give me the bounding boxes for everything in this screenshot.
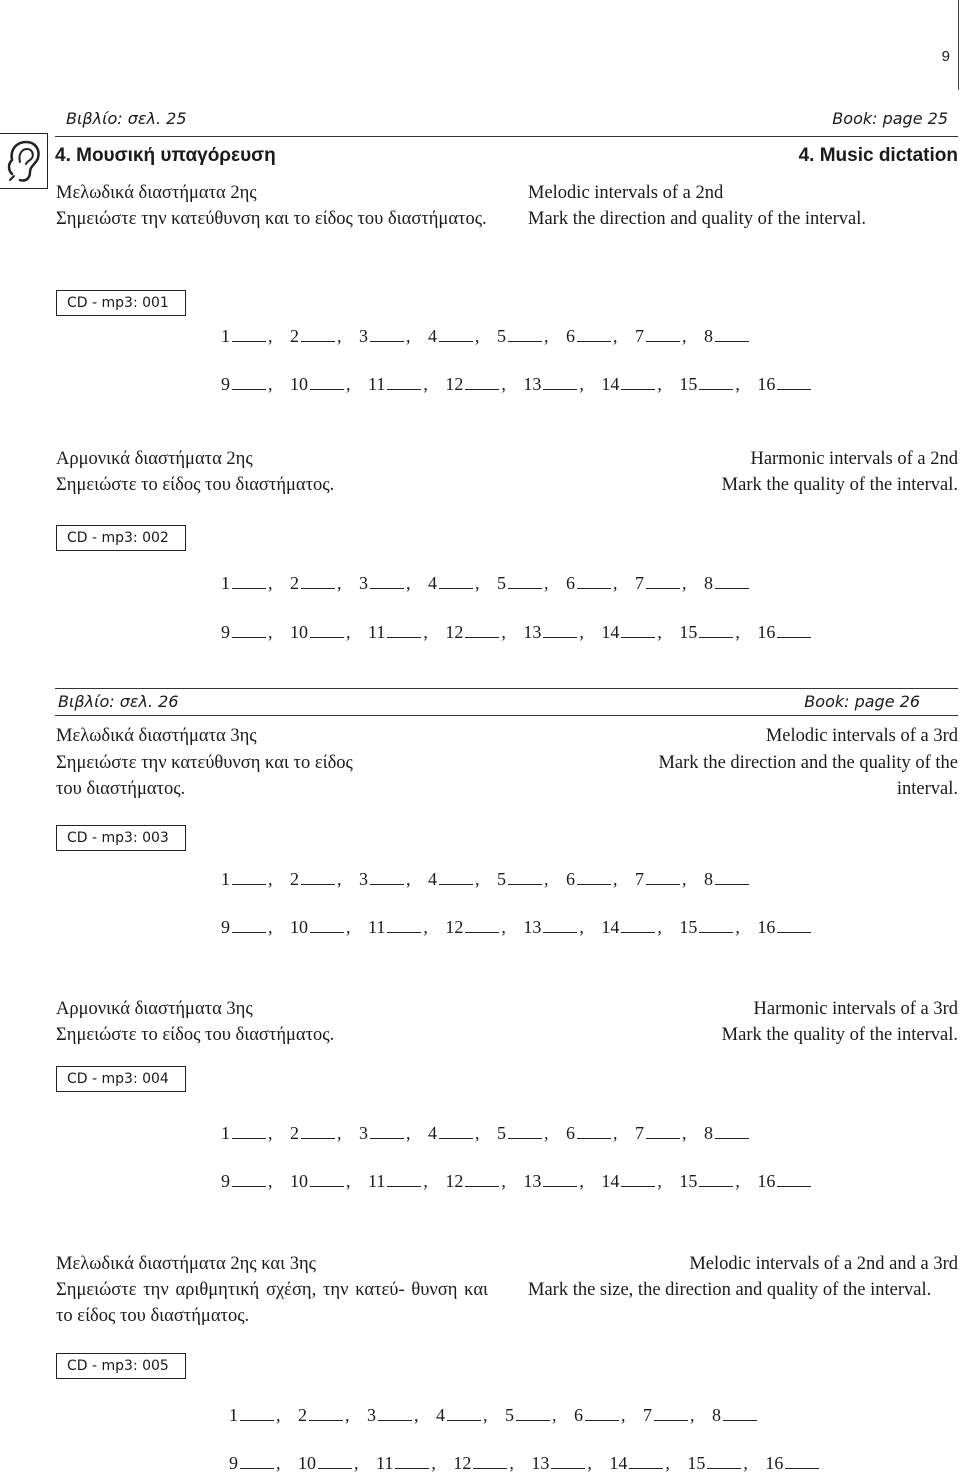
answer-number: 15 [679,622,698,642]
comma-separator: , [475,869,480,889]
answer-number: 13 [523,917,542,937]
answer-number: 10 [298,1453,316,1473]
comma-separator: , [337,573,342,593]
answer-number: 4 [428,326,437,346]
answer-number: 13 [523,622,542,642]
answer-blank[interactable] [395,1467,429,1469]
s5-text-gr: Σημειώστε την αριθμητική σχέση, την κατεύ- θυνση και το είδος του διαστήματος. [56,1280,488,1326]
answer-number: 14 [601,622,620,642]
answer-number: 16 [757,1171,776,1191]
s4-answers-row2 [221,1171,811,1192]
s2-title-en: Harmonic intervals of a 2nd [750,449,958,469]
answer-blank[interactable] [777,1185,811,1187]
answer-number: 12 [445,622,464,642]
comma-separator: , [423,622,428,642]
answer-blank[interactable] [699,1185,733,1187]
s2-answers-row2 [221,622,811,643]
answer-number: 2 [290,869,299,889]
answer-number: 7 [635,326,644,346]
answer-number: 8 [712,1405,721,1425]
answer-number: 1 [221,1123,230,1143]
comma-separator: , [268,622,273,642]
s3-text-gr-2: του διαστήματος. [56,779,186,799]
s1-text-en: Mark the direction and quality of the interval. [528,209,867,229]
answer-number: 7 [643,1405,652,1425]
comma-separator: , [735,622,740,642]
answer-blank[interactable] [447,1419,481,1421]
answer-blank[interactable] [715,1137,749,1139]
comma-separator: , [579,1171,584,1191]
answer-blank[interactable] [577,587,611,589]
comma-separator: , [423,1171,428,1191]
answer-number: 6 [574,1405,583,1425]
answer-number: 5 [497,869,506,889]
answer-blank[interactable] [715,587,749,589]
answer-blank[interactable] [301,587,335,589]
answer-number: 11 [368,917,386,937]
answer-blank[interactable] [309,1419,343,1421]
comma-separator: , [406,869,411,889]
answer-blank[interactable] [777,388,811,390]
answer-number: 15 [687,1453,706,1473]
answer-number: 1 [221,326,230,346]
comma-separator: , [475,1123,480,1143]
comma-separator: , [345,1405,350,1425]
comma-separator: , [406,326,411,346]
comma-separator: , [665,1453,670,1473]
comma-separator: , [423,917,428,937]
answer-blank[interactable] [577,1137,611,1139]
answer-number: 9 [221,622,230,642]
comma-separator: , [337,326,342,346]
answer-number: 3 [359,326,368,346]
page-edge-line [958,0,959,90]
answer-number: 11 [376,1453,394,1473]
s2-cd-label: CD - mp3: 002 [56,525,186,551]
answer-number: 4 [428,573,437,593]
answer-blank[interactable] [621,1185,655,1187]
comma-separator: , [657,374,662,394]
comma-separator: , [475,573,480,593]
answer-blank[interactable] [707,1467,741,1469]
comma-separator: , [501,1171,506,1191]
answer-blank[interactable] [654,1419,688,1421]
answer-blank[interactable] [646,1137,680,1139]
s4-cd-label: CD - mp3: 004 [56,1066,186,1092]
s3-answers-row1 [221,869,749,890]
answer-blank[interactable] [723,1419,757,1421]
answer-number: 5 [505,1405,514,1425]
dictation-title-gr: 4. Μουσική υπαγόρευση [55,145,276,166]
comma-separator: , [579,622,584,642]
comma-separator: , [544,1123,549,1143]
answer-blank[interactable] [387,388,421,390]
answer-blank[interactable] [629,1467,663,1469]
comma-separator: , [657,622,662,642]
answer-number: 3 [359,1123,368,1143]
answer-number: 5 [497,326,506,346]
answer-number: 12 [453,1453,472,1473]
answer-blank[interactable] [465,636,499,638]
comma-separator: , [682,1123,687,1143]
comma-separator: , [337,1123,342,1143]
s5-answers-row2 [229,1453,819,1474]
book-ref-en-1: Book: page 25 [832,109,948,128]
answer-number: 9 [229,1453,238,1473]
answer-number: 1 [229,1405,238,1425]
answer-number: 10 [290,1171,308,1191]
comma-separator: , [613,869,618,889]
answer-blank[interactable] [232,1137,266,1139]
answer-number: 2 [290,1123,299,1143]
comma-separator: , [690,1405,695,1425]
answer-blank[interactable] [621,636,655,638]
answer-blank[interactable] [232,388,266,390]
comma-separator: , [613,573,618,593]
s4-text-gr: Σημειώστε το είδος του διαστήματος. [56,1025,335,1045]
s3-answers-row2 [221,917,811,938]
comma-separator: , [544,326,549,346]
answer-blank[interactable] [785,1467,819,1469]
answer-number: 13 [523,374,542,394]
s2-text-gr: Σημειώστε το είδος του διαστήματος. [56,475,335,495]
answer-number: 10 [290,374,308,394]
comma-separator: , [579,374,584,394]
comma-separator: , [735,374,740,394]
s1-answers-row2 [221,374,811,395]
comma-separator: , [268,869,273,889]
comma-separator: , [268,917,273,937]
answer-number: 6 [566,1123,575,1143]
answer-blank[interactable] [232,340,266,342]
answer-number: 2 [290,326,299,346]
answer-blank[interactable] [439,587,473,589]
comma-separator: , [268,374,273,394]
answer-number: 14 [609,1453,628,1473]
s3-text-en-1: Mark the direction and the quality of the [658,753,958,773]
answer-number: 11 [368,374,386,394]
answer-number: 1 [221,573,230,593]
s2-title-gr: Αρμονικά διαστήματα 2ης [56,449,253,469]
book-ref-en-2: Book: page 26 [804,692,920,711]
comma-separator: , [414,1405,419,1425]
answer-number: 12 [445,1171,464,1191]
answer-blank[interactable] [465,1185,499,1187]
answer-blank[interactable] [508,1137,542,1139]
header-rule-2 [55,688,958,689]
comma-separator: , [406,1123,411,1143]
s4-answers-row1 [221,1123,749,1144]
comma-separator: , [337,869,342,889]
comma-separator: , [346,374,351,394]
comma-separator: , [509,1453,514,1473]
answer-blank[interactable] [439,1137,473,1139]
comma-separator: , [431,1453,436,1473]
answer-blank[interactable] [621,931,655,933]
s3-title-en: Melodic intervals of a 3rd [765,726,958,746]
answer-number: 6 [566,573,575,593]
answer-number: 8 [704,1123,713,1143]
comma-separator: , [346,1171,351,1191]
answer-blank[interactable] [646,587,680,589]
header-rule [55,136,958,137]
comma-separator: , [406,573,411,593]
answer-blank[interactable] [318,1467,352,1469]
comma-separator: , [682,326,687,346]
answer-number: 2 [290,573,299,593]
answer-blank[interactable] [301,1137,335,1139]
answer-blank[interactable] [508,883,542,885]
answer-number: 3 [367,1405,376,1425]
comma-separator: , [423,374,428,394]
s4-title-en: Harmonic intervals of a 3rd [753,999,958,1019]
answer-blank[interactable] [240,1419,274,1421]
answer-number: 3 [359,573,368,593]
answer-blank[interactable] [715,883,749,885]
answer-number: 1 [221,869,230,889]
answer-number: 7 [635,1123,644,1143]
answer-blank[interactable] [777,931,811,933]
comma-separator: , [276,1405,281,1425]
answer-blank[interactable] [439,883,473,885]
answer-blank[interactable] [232,883,266,885]
comma-separator: , [682,573,687,593]
s5-title-en: Melodic intervals of a 2nd and a 3rd [689,1254,958,1274]
answer-blank[interactable] [370,1137,404,1139]
comma-separator: , [268,1123,273,1143]
answer-blank[interactable] [699,636,733,638]
answer-number: 14 [601,1171,620,1191]
s1-title-en: Melodic intervals of a 2nd [528,183,724,203]
comma-separator: , [657,917,662,937]
book-ref-gr-2: Βιβλίο: σελ. 26 [58,692,179,711]
answer-blank[interactable] [777,636,811,638]
answer-number: 10 [290,622,308,642]
comma-separator: , [743,1453,748,1473]
comma-separator: , [346,622,351,642]
answer-number: 11 [368,622,386,642]
answer-number: 15 [679,1171,698,1191]
comma-separator: , [621,1405,626,1425]
comma-separator: , [587,1453,592,1473]
answer-number: 13 [523,1171,542,1191]
answer-number: 14 [601,374,620,394]
comma-separator: , [613,326,618,346]
s1-title-gr: Μελωδικά διαστήματα 2ης [56,183,257,203]
comma-separator: , [501,374,506,394]
answer-number: 16 [757,622,776,642]
answer-number: 16 [757,374,776,394]
answer-number: 12 [445,374,464,394]
comma-separator: , [268,573,273,593]
answer-number: 11 [368,1171,386,1191]
s5-text-en: Mark the size, the direction and quality of the interval. [528,1280,932,1300]
header-rule-3 [55,715,958,716]
answer-number: 10 [290,917,308,937]
comma-separator: , [268,326,273,346]
answer-blank[interactable] [465,388,499,390]
answer-number: 9 [221,1171,230,1191]
answer-blank[interactable] [378,1419,412,1421]
comma-separator: , [613,1123,618,1143]
answer-number: 15 [679,917,698,937]
answer-blank[interactable] [387,1185,421,1187]
answer-number: 7 [635,869,644,889]
comma-separator: , [483,1405,488,1425]
ear-icon [0,134,46,188]
comma-separator: , [475,326,480,346]
answer-blank[interactable] [543,636,577,638]
answer-blank[interactable] [577,883,611,885]
s2-answers-row1 [221,573,749,594]
comma-separator: , [501,917,506,937]
answer-blank[interactable] [508,340,542,342]
answer-blank[interactable] [310,636,344,638]
dictation-title-en: 4. Music dictation [798,145,958,166]
answer-blank[interactable] [543,931,577,933]
answer-blank[interactable] [232,636,266,638]
answer-blank[interactable] [439,340,473,342]
page-number: 9 [941,48,950,65]
answer-number: 6 [566,326,575,346]
answer-blank[interactable] [310,1185,344,1187]
s3-title-gr: Μελωδικά διαστήματα 3ης [56,726,257,746]
answer-number: 5 [497,573,506,593]
comma-separator: , [735,1171,740,1191]
answer-number: 8 [704,573,713,593]
answer-blank[interactable] [646,340,680,342]
answer-number: 8 [704,869,713,889]
comma-separator: , [276,1453,281,1473]
answer-blank[interactable] [387,636,421,638]
s5-answers-row1 [229,1405,757,1426]
answer-blank[interactable] [301,340,335,342]
answer-number: 13 [531,1453,550,1473]
answer-blank[interactable] [232,587,266,589]
answer-number: 12 [445,917,464,937]
answer-blank[interactable] [543,1185,577,1187]
answer-number: 4 [428,869,437,889]
answer-blank[interactable] [699,388,733,390]
answer-blank[interactable] [370,587,404,589]
answer-blank[interactable] [508,587,542,589]
answer-number: 5 [497,1123,506,1143]
answer-number: 6 [566,869,575,889]
answer-blank[interactable] [232,1185,266,1187]
answer-number: 9 [221,374,230,394]
s1-answers-row1 [221,326,749,347]
answer-blank[interactable] [543,388,577,390]
comma-separator: , [544,573,549,593]
s5-title-gr: Μελωδικά διαστήματα 2ης και 3ης [56,1254,316,1274]
comma-separator: , [268,1171,273,1191]
answer-blank[interactable] [621,388,655,390]
s4-text-en: Mark the quality of the interval. [721,1025,958,1045]
s2-text-en: Mark the quality of the interval. [721,475,958,495]
answer-blank[interactable] [473,1467,507,1469]
answer-blank[interactable] [699,931,733,933]
comma-separator: , [579,917,584,937]
s1-text-gr: Σημειώστε την κατεύθυνση και το είδος του διαστήματος. [56,209,487,229]
answer-blank[interactable] [301,883,335,885]
book-ref-gr-1: Βιβλίο: σελ. 25 [66,109,187,128]
s3-text-en-2: interval. [896,779,958,799]
answer-blank[interactable] [240,1467,274,1469]
s3-text-gr-1: Σημειώστε την κατεύθυνση και το είδος [56,753,353,773]
comma-separator: , [735,917,740,937]
answer-blank[interactable] [516,1419,550,1421]
comma-separator: , [354,1453,359,1473]
answer-number: 9 [221,917,230,937]
answer-number: 2 [298,1405,307,1425]
answer-blank[interactable] [232,931,266,933]
answer-number: 4 [436,1405,445,1425]
answer-blank[interactable] [715,340,749,342]
answer-number: 15 [679,374,698,394]
answer-blank[interactable] [465,931,499,933]
ear-icon-frame [0,133,48,189]
s1-cd-label: CD - mp3: 001 [56,290,186,316]
answer-blank[interactable] [585,1419,619,1421]
answer-blank[interactable] [387,931,421,933]
answer-number: 3 [359,869,368,889]
answer-blank[interactable] [370,340,404,342]
comma-separator: , [657,1171,662,1191]
answer-blank[interactable] [310,388,344,390]
comma-separator: , [544,869,549,889]
answer-blank[interactable] [577,340,611,342]
comma-separator: , [552,1405,557,1425]
answer-blank[interactable] [646,883,680,885]
answer-number: 16 [765,1453,784,1473]
comma-separator: , [501,622,506,642]
answer-number: 16 [757,917,776,937]
answer-number: 8 [704,326,713,346]
comma-separator: , [682,869,687,889]
s3-cd-label: CD - mp3: 003 [56,825,186,851]
s5-cd-label: CD - mp3: 005 [56,1353,186,1379]
answer-number: 4 [428,1123,437,1143]
answer-number: 7 [635,573,644,593]
answer-blank[interactable] [310,931,344,933]
answer-number: 14 [601,917,620,937]
s4-title-gr: Αρμονικά διαστήματα 3ης [56,999,253,1019]
answer-blank[interactable] [370,883,404,885]
comma-separator: , [346,917,351,937]
answer-blank[interactable] [551,1467,585,1469]
